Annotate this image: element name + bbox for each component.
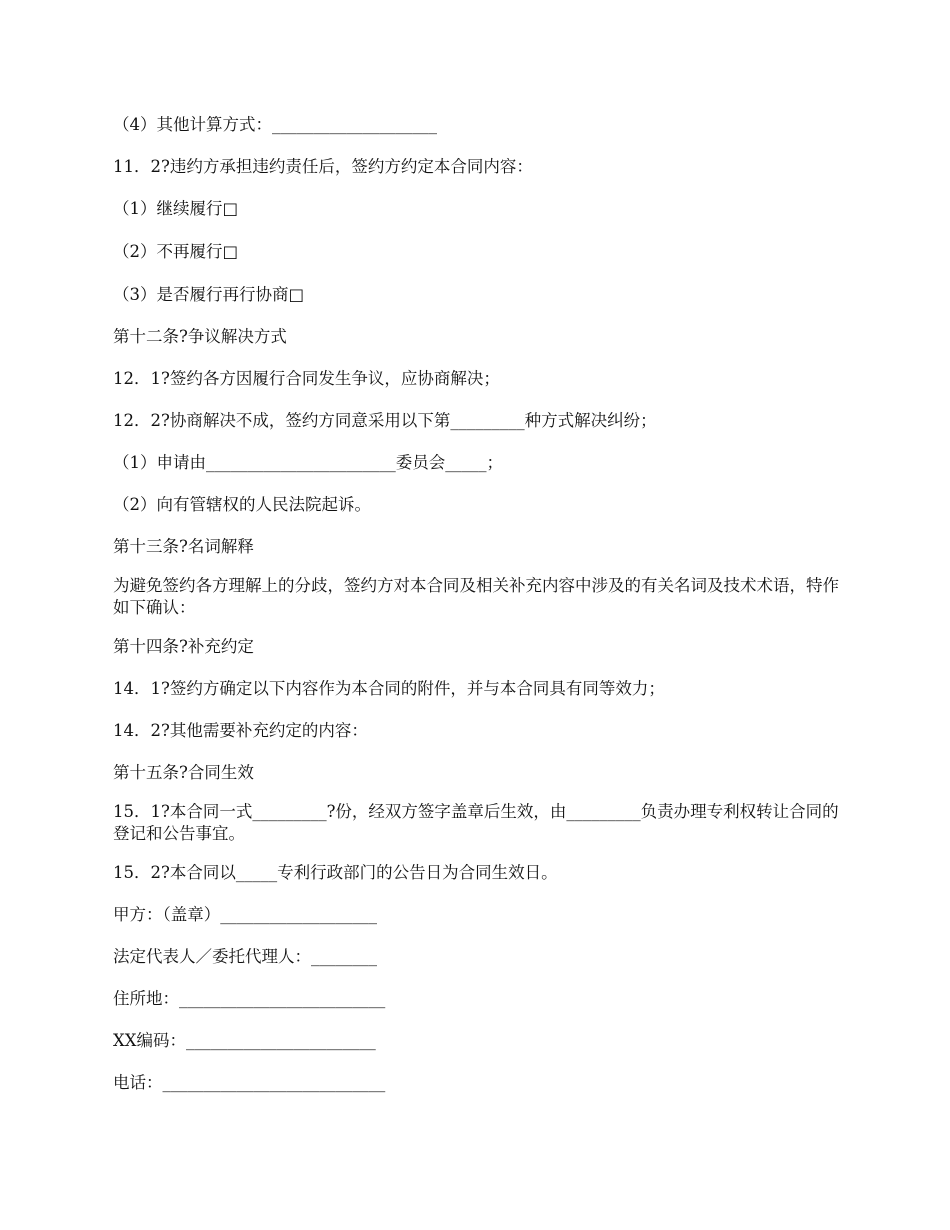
legal-representative: 法定代表人／委托代理人：________ <box>113 947 377 966</box>
article-15-heading: 第十五条?合同生效 <box>113 763 254 782</box>
clause-14-1: 14．1?签约方确定以下内容作为本合同的附件，并与本合同具有同等效力； <box>113 679 665 698</box>
clause-12-2: 12．2?协商解决不成，签约方同意采用以下第_________种方式解决纠纷； <box>113 411 657 430</box>
clause-15-1: 15．1?本合同一式_________?份，经双方签字盖章后生效，由_________负责办理专利权转让合同的登记和公告事宜。 <box>113 802 839 843</box>
postal-code: XX编码：_______________________ <box>113 1031 376 1050</box>
clause-14-2: 14．2?其他需要补充约定的内容： <box>113 721 368 740</box>
article-13-body: 为避免签约各方理解上的分歧，签约方对本合同及相关补充内容中涉及的有关名词及技术术语，特作如下确认： <box>113 576 839 617</box>
option-arbitration: （1）申请由_______________________委员会_____； <box>113 453 503 472</box>
option-negotiate: （3）是否履行再行协商□ <box>113 285 305 304</box>
option-no-performance: （2）不再履行□ <box>113 242 239 261</box>
clause-15-2: 15．2?本合同以_____专利行政部门的公告日为合同生效日。 <box>113 863 558 882</box>
option-continue-performance: （1）继续履行□ <box>113 199 239 218</box>
clause-other-calculation: （4）其他计算方式：____________________ <box>113 115 437 134</box>
clause-11-2: 11．2?违约方承担违约责任后，签约方约定本合同内容： <box>113 157 533 176</box>
party-a-seal: 甲方：（盖章）___________________ <box>113 905 377 924</box>
option-lawsuit: （2）向有管辖权的人民法院起诉。 <box>113 495 371 514</box>
clause-12-1: 12．1?签约各方因履行合同发生争议，应协商解决； <box>113 369 500 388</box>
article-12-heading: 第十二条?争议解决方式 <box>113 327 287 346</box>
article-14-heading: 第十四条?补充约定 <box>113 637 254 656</box>
domicile: 住所地：_________________________ <box>113 989 386 1008</box>
article-13-heading: 第十三条?名词解释 <box>113 537 254 556</box>
telephone: 电话：___________________________ <box>113 1073 386 1092</box>
